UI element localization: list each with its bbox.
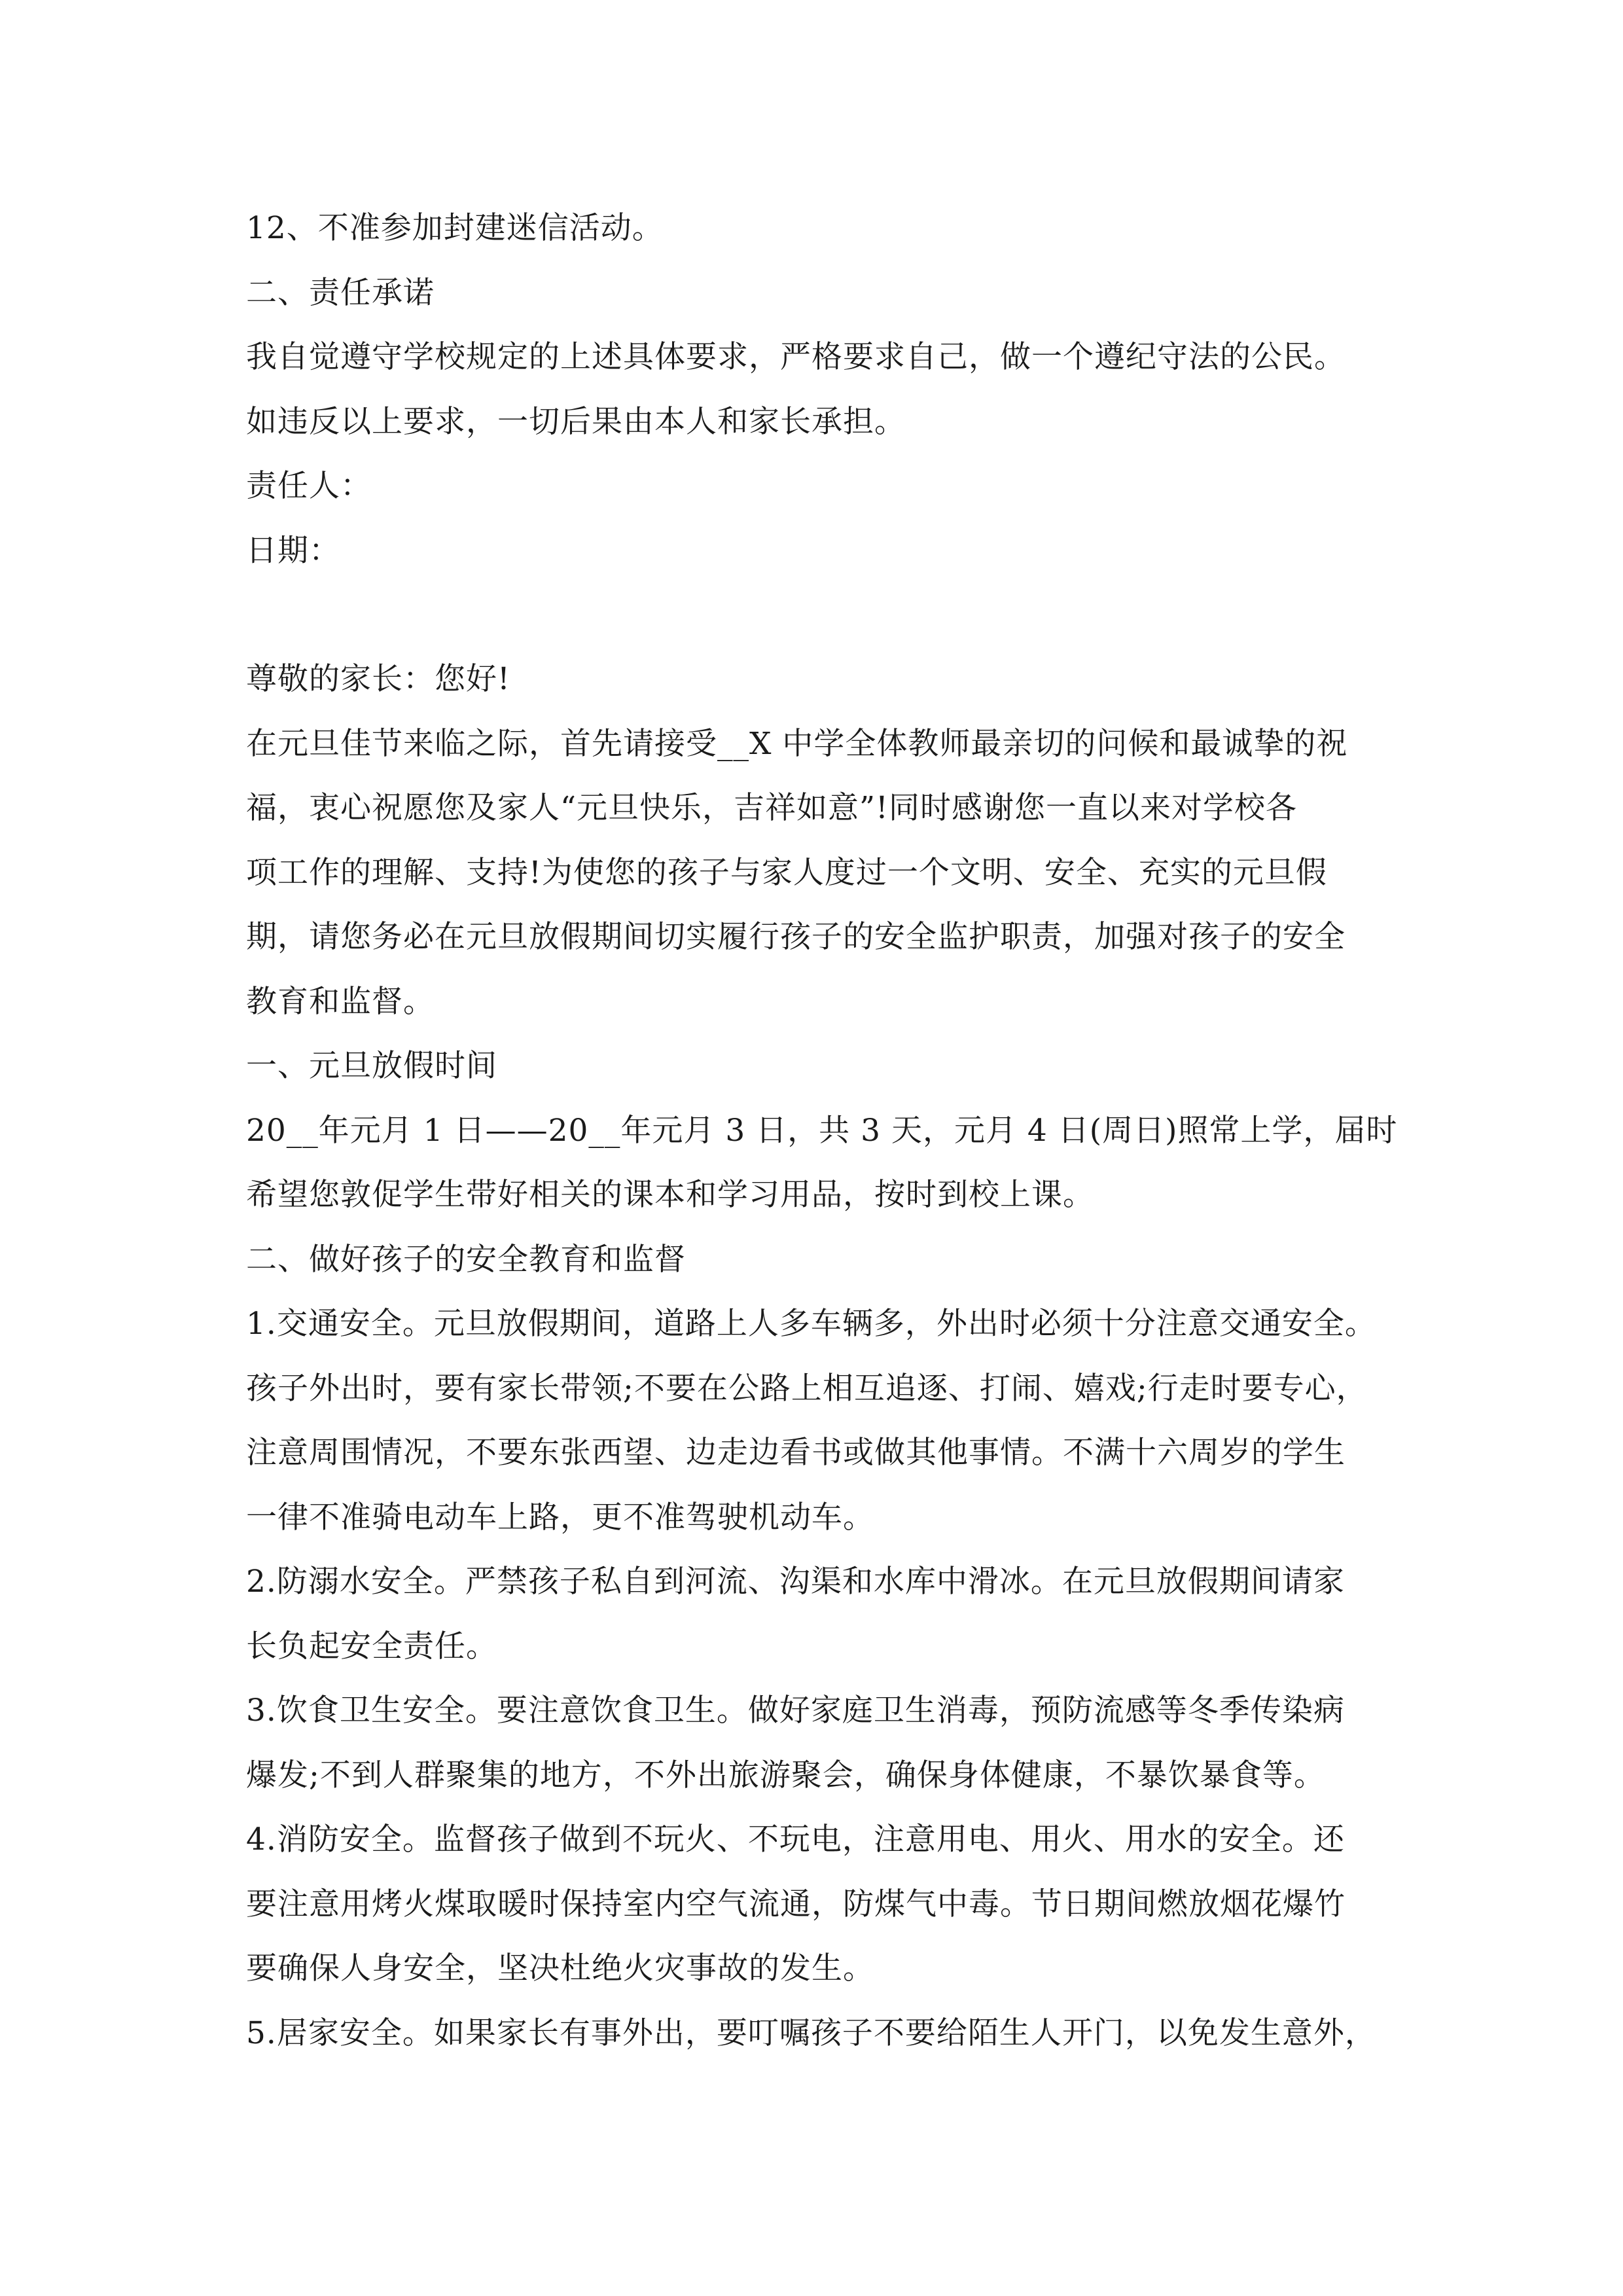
pledge-section-heading: 二、责任承诺 (246, 274, 435, 311)
traffic-safety-line: 一律不准骑电动车上路，更不准驾驶机动车。 (246, 1499, 874, 1535)
section-gap (246, 583, 1385, 647)
section2-heading: 二、做好孩子的安全教育和监督 (246, 1241, 686, 1278)
pledge-item-12: 12、不准参加封建迷信活动。 (246, 210, 664, 246)
letter-intro-line: 福，衷心祝愿您及家人“元旦快乐，吉祥如意”!同时感谢您一直以来对学校各 (246, 790, 1297, 826)
traffic-safety-line: 注意周围情况，不要东张西望、边走边看书或做其他事情。不满十六周岁的学生 (246, 1435, 1346, 1471)
fire-safety-line: 要注意用烤火煤取暖时保持室内空气流通，防煤气中毒。节日期间燃放烟花爆竹 (246, 1886, 1346, 1922)
fire-safety-line: 要确保人身安全，坚决杜绝火灾事故的发生。 (246, 1950, 874, 1986)
food-safety-line: 爆发;不到人群聚集的地方，不外出旅游聚会，确保身体健康，不暴饮暴食等。 (246, 1757, 1325, 1793)
letter-intro-line: 期，请您务必在元旦放假期间切实履行孩子的安全监护职责，加强对孩子的安全 (246, 919, 1346, 955)
home-safety-line: 5.居家安全。如果家长有事外出，要叮嘱孩子不要给陌生人开门，以免发生意外， (246, 2015, 1376, 2051)
document-page (246, 196, 1398, 2066)
section1-body-line: 20__年元月 1 日——20__年元月 3 日，共 3 天，元月 4 日(周日)照常上学，届时 (246, 1112, 1398, 1149)
section1-body-line: 希望您敦促学生带好相关的课本和学习用品，按时到校上课。 (246, 1177, 1094, 1213)
fire-safety-line: 4.消防安全。监督孩子做到不玩火、不玩电，注意用电、用火、用水的安全。还 (246, 1821, 1345, 1857)
letter-greeting: 尊敬的家长：您好! (246, 661, 510, 697)
pledge-body-line: 我自觉遵守学校规定的上述具体要求，严格要求自己，做一个遵纪守法的公民。 (246, 339, 1346, 375)
letter-intro-line: 在元旦佳节来临之际，首先请接受__X 中学全体教师最亲切的问候和最诚挚的祝 (246, 725, 1348, 762)
drowning-safety-line: 2.防溺水安全。严禁孩子私自到河流、沟渠和水库中滑冰。在元旦放假期间请家 (246, 1564, 1345, 1600)
drowning-safety-line: 长负起安全责任。 (246, 1628, 497, 1664)
responsible-person-label: 责任人： (246, 468, 372, 504)
pledge-body-line: 如违反以上要求，一切后果由本人和家长承担。 (246, 403, 906, 440)
section1-heading: 一、元旦放假时间 (246, 1048, 497, 1084)
food-safety-line: 3.饮食卫生安全。要注意饮食卫生。做好家庭卫生消毒，预防流感等冬季传染病 (246, 1693, 1345, 1729)
traffic-safety-line: 1.交通安全。元旦放假期间，道路上人多车辆多，外出时必须十分注意交通安全。 (246, 1306, 1376, 1342)
letter-intro-line: 教育和监督。 (246, 983, 435, 1020)
letter-intro-line: 项工作的理解、支持!为使您的孩子与家人度过一个文明、安全、充实的元旦假 (246, 854, 1327, 891)
date-label: 日期： (246, 532, 340, 569)
traffic-safety-line: 孩子外出时，要有家长带领;不要在公路上相互追逐、打闹、嬉戏;行走时要专心， (246, 1370, 1368, 1407)
